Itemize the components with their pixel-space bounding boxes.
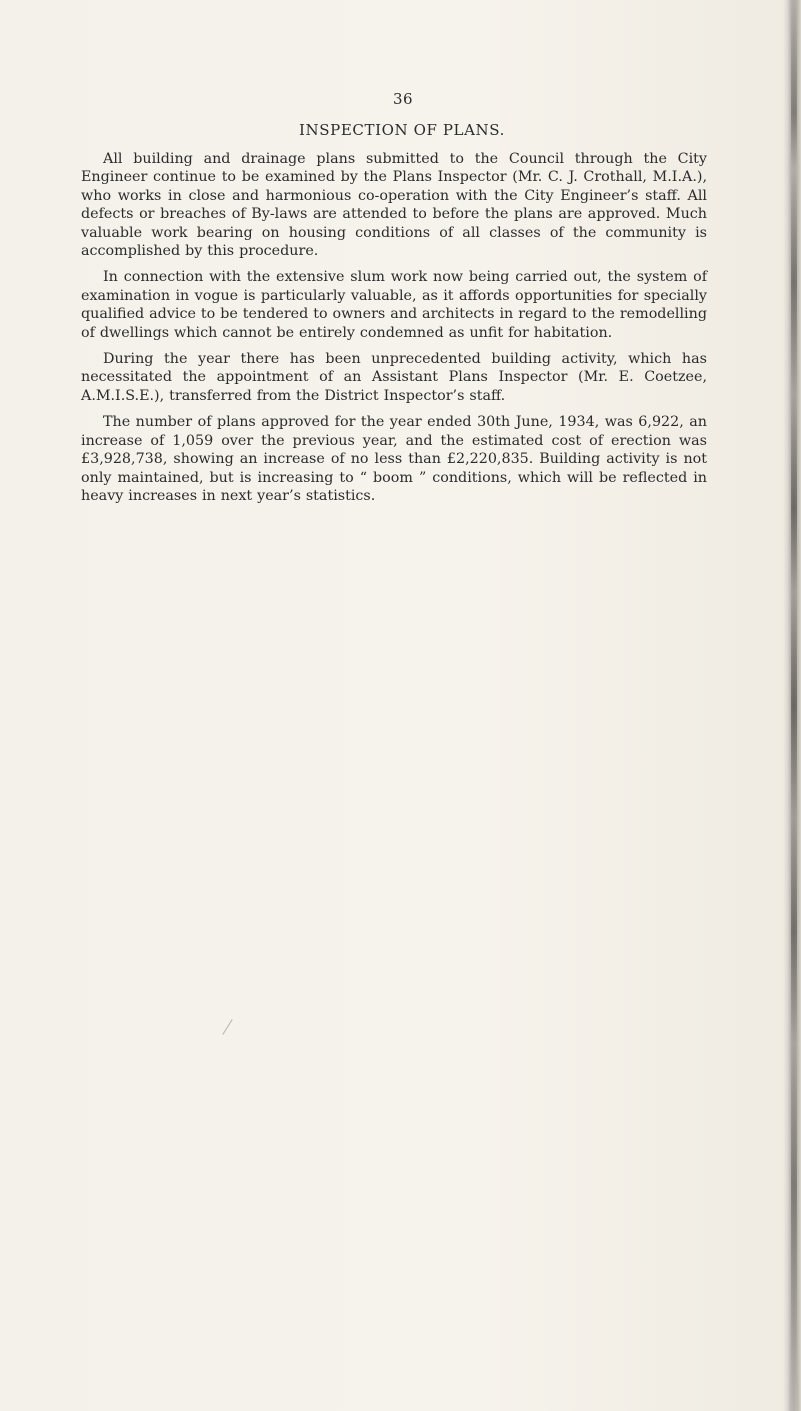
paragraph-plans-examination: All building and drainage plans submitted to the Council through the City Engineer continue to be examined by the Plans Inspector (Mr. C. J. Crothall, M.I.A.), who works in close and harmonious co-operation with the City Engineer’s staff. All defects or breaches of By-laws are attended to before the plans are approved. Much valuable work bearing on housing conditions of all classes of the community is accomplished by this procedure.	[81, 151, 707, 260]
paragraph-building-activity: During the year there has been unprecedented building activity, which has necessitated the appointment of an Assistant Plans Inspector (Mr. E. Coetzee, A.M.I.S.E.), transferred from the District Inspector’s staff.	[81, 351, 707, 404]
scan-mark	[222, 1019, 232, 1035]
binding-edge	[791, 0, 797, 1411]
page-number: 36	[392, 90, 414, 108]
paragraph-slum-work: In connection with the extensive slum work now being carried out, the system of examination in vogue is particularly valuable, as it affords opportunities for specially qualified advice to be tendered to owners and architects in regard to the remodelling of dwellings which cannot be entirely condemned as unfit for habitation.	[81, 269, 707, 341]
page-content	[81, 90, 707, 513]
section-heading: INSPECTION OF PLANS.	[299, 121, 505, 139]
paragraph-plans-statistics: The number of plans approved for the year ended 30th June, 1934, was 6,922, an increase of 1,059 over the previous year, and the estimated cost of erection was £3,928,738, showing an increase of no less than £2,220,835. Building activity is not only maintained, but is increasing to “ boom ” conditions, which will be reflected in heavy increases in next year’s statistics.	[81, 414, 707, 504]
